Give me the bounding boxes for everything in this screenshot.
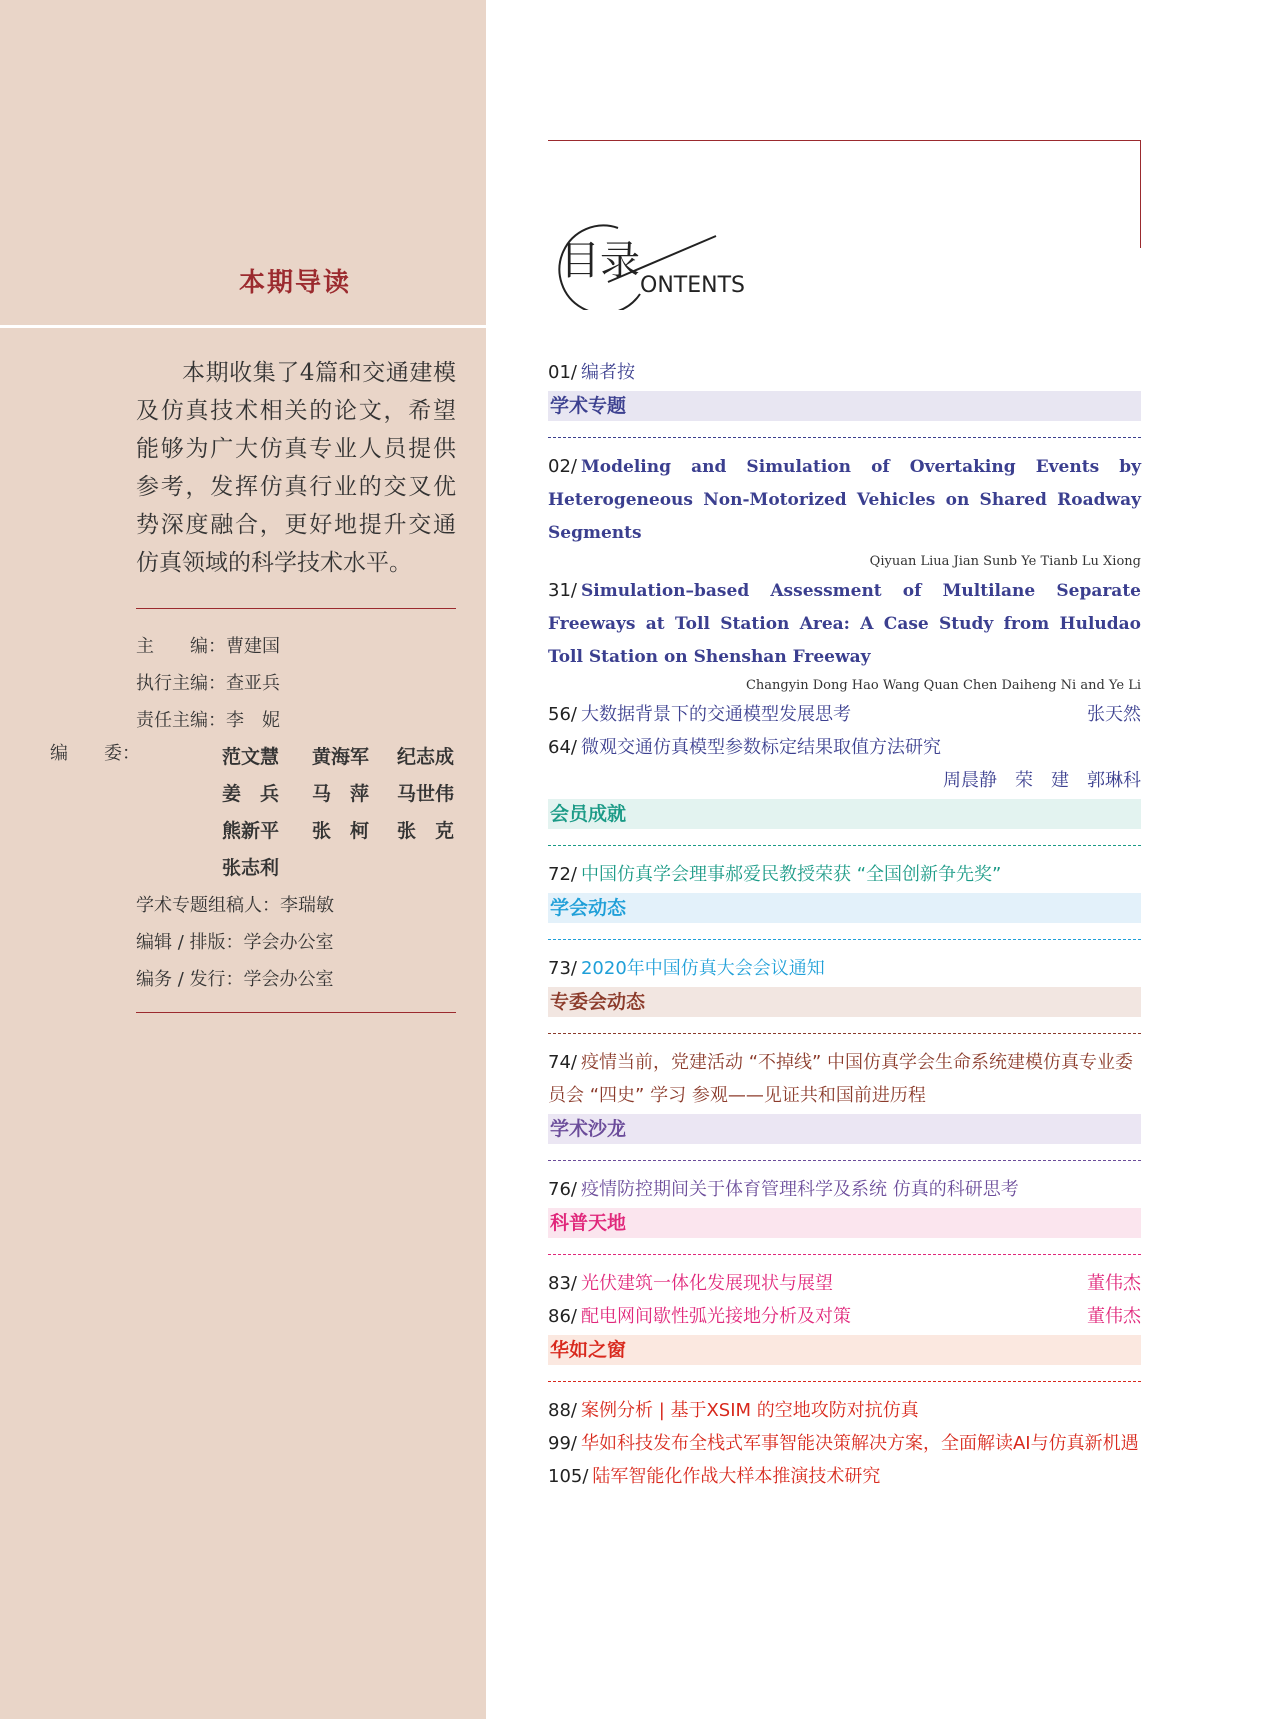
staff-row: 学术专题组稿人：李瑞敏	[136, 895, 334, 916]
editorial-board	[50, 739, 466, 887]
logo-big-text: 目录	[560, 238, 640, 284]
sidebar-divider	[0, 325, 486, 328]
table-of-contents	[548, 356, 1141, 1493]
toc-entry[interactable]: 31/ Simulation–based Assessment of Multilane Separate Freeways at Toll Station Area: A Case Study from Huludao Toll Station on Shenshan Freeway	[548, 580, 1141, 667]
section-divider	[548, 1033, 1141, 1034]
toc-entry[interactable]: 88/ 案例分析 | 基于XSIM 的空地攻防对抗仿真	[548, 1400, 919, 1421]
board-member: 纪志成	[397, 746, 455, 768]
sidebar-title: 本期导读	[238, 268, 351, 298]
section-header-popular-science: 科普天地	[548, 1208, 1141, 1238]
toc-entry[interactable]: 83/ 光伏建筑一体化发展现状与展望 董伟杰	[548, 1267, 1141, 1300]
section-divider	[548, 1160, 1141, 1161]
corner-line-vertical	[1140, 140, 1141, 248]
section-divider	[548, 1381, 1141, 1382]
board-member: 张 克	[397, 820, 455, 842]
toc-entry[interactable]: 72/ 中国仿真学会理事郝爱民教授荣获 “全国创新争先奖”	[548, 864, 1002, 885]
staff-row: 编务 / 发行：学会办公室	[136, 969, 334, 990]
corner-line-horizontal	[548, 140, 1140, 141]
section-header-committee-news: 专委会动态	[548, 987, 1141, 1017]
toc-entry[interactable]: 105/ 陆军智能化作战大样本推演技术研究	[548, 1466, 881, 1487]
entry-authors: Qiyuan Liua Jian Sunb Ye Tianb Lu Xiong	[869, 554, 1141, 569]
toc-entry[interactable]: 76/ 疫情防控期间关于体育管理科学及系统 仿真的科研思考	[548, 1179, 1019, 1200]
section-header-salon: 学术沙龙	[548, 1114, 1141, 1144]
entry-authors: Changyin Dong Hao Wang Quan Chen Daiheng Ni and Ye Li	[745, 678, 1141, 693]
toc-entry[interactable]: 02/ Modeling and Simulation of Overtaking Events by Heterogeneous Non-Motorized Vehicles on Shared Roadway Segments	[548, 456, 1141, 543]
staff-row: 编辑 / 排版：学会办公室	[136, 932, 334, 953]
toc-entry[interactable]: 56/ 大数据背景下的交通模型发展思考 张天然	[548, 698, 1141, 731]
board-member: 马世伟	[397, 783, 455, 805]
toc-entry[interactable]: 64/ 微观交通仿真模型参数标定结果取值方法研究	[548, 737, 941, 758]
staff-row: 责任主编：李 妮	[136, 710, 280, 731]
intro-paragraph: 本期收集了4篇和交通建模及仿真技术相关的论文，希望能够为广大仿真专业人员提供参考，发挥仿真行业的交叉优势深度融合，更好地提升交通仿真领域的科学技术水平。	[136, 360, 456, 576]
toc-entry[interactable]: 99/ 华如科技发布全栈式军事智能决策解决方案，全面解读AI与仿真新机遇	[548, 1433, 1139, 1454]
toc-entry[interactable]: 01/ 编者按	[548, 362, 635, 383]
staff-row: 主 编：曹建国	[136, 636, 280, 657]
board-label: 编 委：	[50, 743, 140, 764]
board-member: 张志利	[222, 857, 280, 879]
board-member: 黄海军	[312, 746, 370, 768]
logo-rest-text: ONTENTS	[640, 273, 745, 298]
entry-authors: 张天然	[1087, 704, 1141, 725]
staff-top-rule	[136, 608, 456, 609]
section-divider	[548, 1254, 1141, 1255]
section-header-members: 会员成就	[548, 799, 1141, 829]
staff-list	[50, 628, 466, 998]
section-divider	[548, 939, 1141, 940]
staff-row: 执行主编：查亚兵	[136, 673, 280, 694]
board-member: 范文慧	[222, 746, 280, 768]
section-header-huaru-window: 华如之窗	[548, 1335, 1141, 1365]
sidebar	[0, 0, 488, 1719]
contents-logo	[548, 210, 768, 310]
entry-authors: 周晨静 荣 建 郭琳科	[943, 770, 1141, 791]
section-header-society-news: 学会动态	[548, 893, 1141, 923]
board-member: 张 柯	[312, 820, 370, 842]
section-header-academic: 学术专题	[548, 391, 1141, 421]
entry-authors: 董伟杰	[1087, 1306, 1141, 1327]
board-member: 熊新平	[222, 820, 280, 842]
toc-entry[interactable]: 73/ 2020年中国仿真大会会议通知	[548, 958, 825, 979]
entry-authors: 董伟杰	[1087, 1273, 1141, 1294]
toc-entry[interactable]: 74/ 疫情当前，党建活动 “不掉线” 中国仿真学会生命系统建模仿真专业委员会 “四史” 学习 参观——见证共和国前进历程	[548, 1052, 1134, 1106]
staff-bottom-rule	[136, 1012, 456, 1013]
section-divider	[548, 845, 1141, 846]
toc-entry[interactable]: 86/ 配电网间歇性弧光接地分析及对策 董伟杰	[548, 1300, 1141, 1333]
board-member: 马 萍	[312, 783, 370, 805]
board-member: 姜 兵	[222, 783, 280, 805]
section-divider	[548, 437, 1141, 438]
